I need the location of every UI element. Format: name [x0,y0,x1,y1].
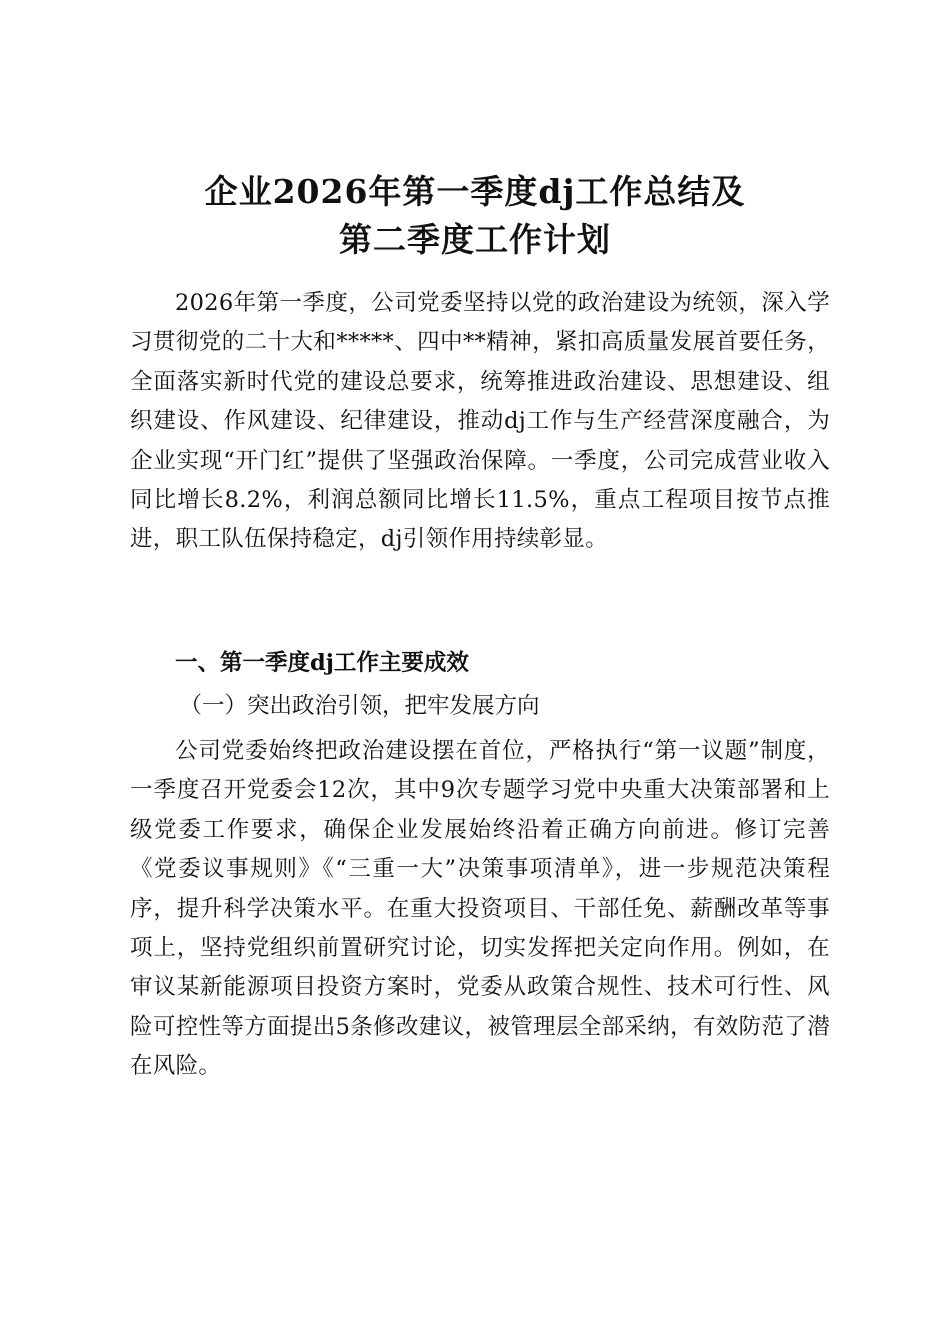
section-heading: 一、第一季度dj工作主要成效 [175,650,469,676]
document-title-line-2: 第二季度工作计划 [339,220,611,259]
subsection-heading: （一）突出政治引领，把牢发展方向 [179,693,540,719]
document-title-line-1: 企业2026年第一季度dj工作总结及 [204,172,746,211]
subsection-paragraph: 公司党委始终把政治建设摆在首位，严格执行“第一议题”制度，一季度召开党委会12次，其中9次专题学习党中央重大决策部署和上级党委工作要求，确保企业发展始终沿着正确方向前进。修订完善《党委议事规则》《“三重一大”决策事项清单》，进一步规范决策程序，提升科学决策水平。在重大投资项目、干部任免、薪酬改革等事项上，坚持党组织前置研究讨论，切实发挥把关定向作用。例如，在审议某新能源项目投资方案时，党委从政策合规性、技术可行性、风险可控性等方面提出5条修改建议，被管理层全部采纳，有效防范了潜在风险。 [130,738,830,1080]
intro-paragraph: 2026年第一季度，公司党委坚持以党的政治建设为统领，深入学习贯彻党的二十大和*****、四中**精神，紧扣高质量发展首要任务，全面落实新时代党的建设总要求，统筹推进政治建设、思想建设、组织建设、作风建设、纪律建设，推动dj工作与生产经营深度融合，为企业实现“开门红”提供了坚强政治保障。一季度，公司完成营业收入同比增长8.2%，利润总额同比增长11.5%，重点工程项目按节点推进，职工队伍保持稳定，dj引领作用持续彰显。 [130,290,830,553]
